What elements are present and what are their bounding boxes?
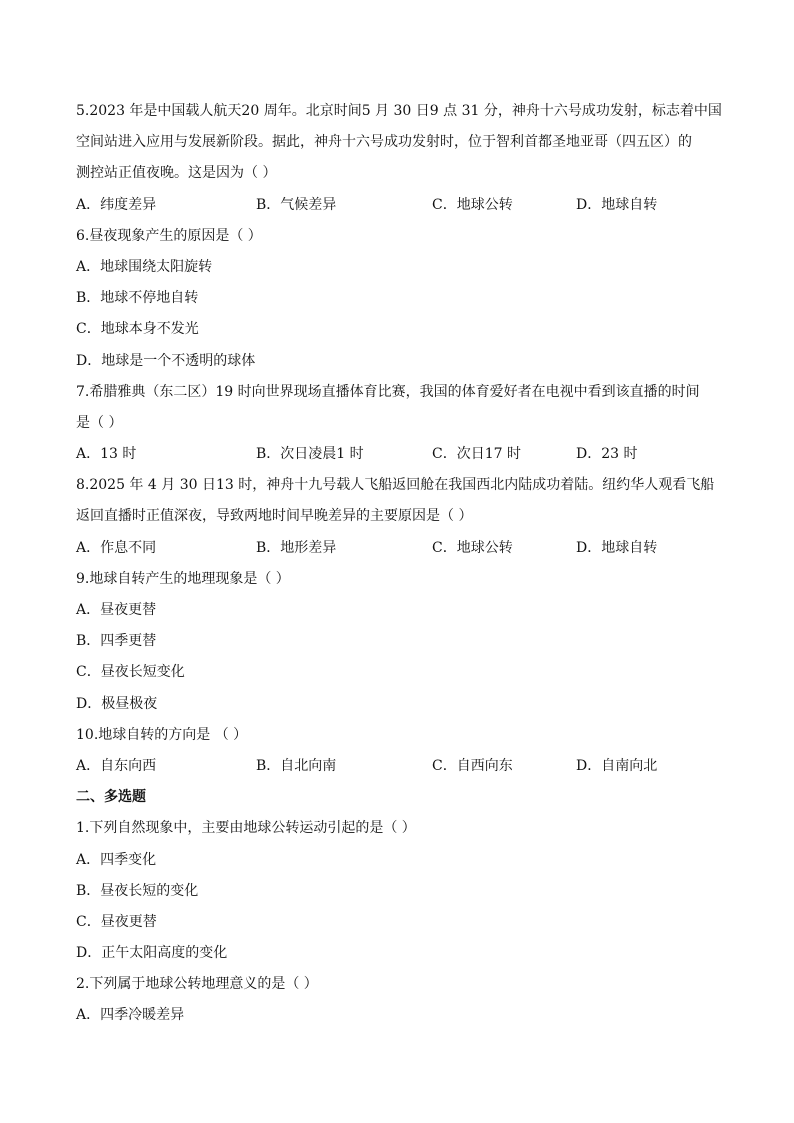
question-stem: 2.下列属于地球公转地理意义的是（ ） <box>76 976 318 993</box>
option-c[interactable]: C．昼夜更替 <box>76 913 157 930</box>
option-row <box>76 190 728 221</box>
question-10 <box>76 720 728 782</box>
question-stem: 空间站进入应用与发展新阶段。据此，神舟十六号成功发射时，位于智利首都圣地亚哥（四五区）的 <box>76 134 692 151</box>
question-7 <box>76 377 728 471</box>
option-d[interactable]: D．地球自转 <box>576 539 658 556</box>
question-8 <box>76 470 728 564</box>
question-stem: 8.2025 年 4 月 30 日13 时，神舟十九号载人飞船返回舱在我国西北内陆成功着陆。纽约华人观看飞船 <box>76 477 715 494</box>
question-stem: 10.地球自转的方向是 （ ） <box>76 726 248 743</box>
option-d[interactable]: D．自南向北 <box>576 757 658 774</box>
option-a[interactable]: A．地球围绕太阳旋转 <box>76 258 213 275</box>
option-b[interactable]: B．四季更替 <box>76 633 157 650</box>
option-b[interactable]: B．地球不停地自转 <box>76 290 199 307</box>
option-d[interactable]: D．地球是一个不透明的球体 <box>76 352 256 369</box>
question-stem: 1.下列自然现象中，主要由地球公转运动引起的是（ ） <box>76 820 416 837</box>
option-d[interactable]: D．极昼极夜 <box>76 695 158 712</box>
option-a[interactable]: A．作息不同 <box>76 539 157 556</box>
option-b[interactable]: B．次日凌晨1 时 <box>256 446 364 463</box>
exam-page <box>76 96 728 1032</box>
question-6 <box>76 221 728 377</box>
option-a[interactable]: A．纬度差异 <box>76 196 157 213</box>
multi-question-1 <box>76 813 728 969</box>
option-c[interactable]: C．自西向东 <box>432 757 513 774</box>
multi-question-2 <box>76 969 728 1031</box>
option-b[interactable]: B．地形差异 <box>256 539 337 556</box>
option-row <box>76 751 728 782</box>
option-c[interactable]: C．昼夜长短变化 <box>76 664 185 681</box>
option-d[interactable]: D．23 时 <box>576 446 638 463</box>
option-c[interactable]: C．地球公转 <box>432 539 513 556</box>
option-a[interactable]: A．自东向西 <box>76 757 157 774</box>
section-title: 二、多选题 <box>76 789 146 806</box>
option-c[interactable]: C．地球本身不发光 <box>76 321 199 338</box>
option-row <box>76 533 728 564</box>
option-a[interactable]: A．昼夜更替 <box>76 602 157 618</box>
option-c[interactable]: C．地球公转 <box>432 196 513 213</box>
option-b[interactable]: B．气候差异 <box>256 196 337 213</box>
option-d[interactable]: D．地球自转 <box>576 196 658 213</box>
question-stem: 9.地球自转产生的地理现象是（ ） <box>76 570 290 587</box>
option-a[interactable]: A．四季变化 <box>76 851 157 868</box>
option-row <box>76 439 728 470</box>
question-9 <box>76 564 728 720</box>
option-b[interactable]: B．自北向南 <box>256 757 337 774</box>
question-5 <box>76 96 728 221</box>
option-a[interactable]: A．13 时 <box>76 446 137 463</box>
option-a[interactable]: A．四季冷暖差异 <box>76 1007 185 1024</box>
question-stem: 7.希腊雅典（东二区）19 时向世界现场直播体育比赛，我国的体育爱好者在电视中看到该直播的时间 <box>76 383 700 400</box>
option-c[interactable]: C．次日17 时 <box>432 446 521 463</box>
question-stem: 6.昼夜现象产生的原因是（ ） <box>76 227 262 244</box>
option-d[interactable]: D．正午太阳高度的变化 <box>76 945 228 962</box>
question-stem: 测控站正值夜晚。这是因为（ ） <box>76 165 277 182</box>
question-stem: 是（ ） <box>76 414 123 431</box>
option-b[interactable]: B．昼夜长短的变化 <box>76 882 199 899</box>
question-stem: 5.2023 年是中国载人航天20 周年。北京时间5 月 30 日9 点 31 分，神舟十六号成功发射，标志着中国 <box>76 103 722 119</box>
question-stem: 返回直播时正值深夜，导致两地时间早晚差异的主要原因是（ ） <box>76 508 473 525</box>
